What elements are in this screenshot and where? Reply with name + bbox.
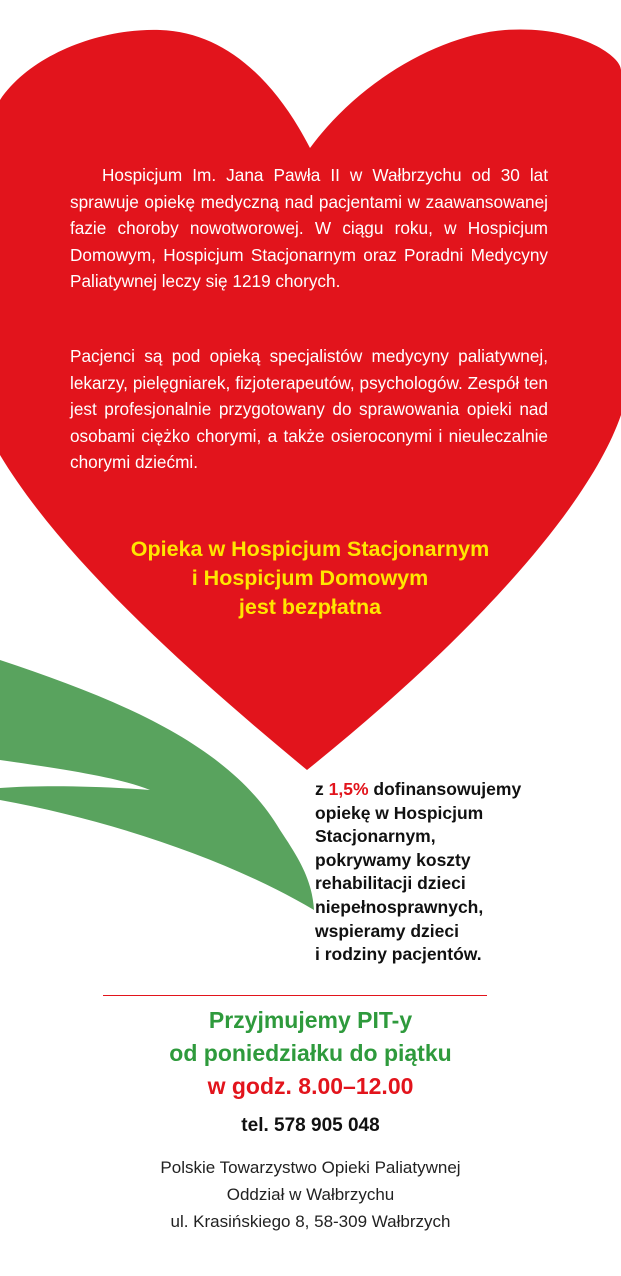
free-care-line-3: jest bezpłatna [238,595,382,619]
organization-address: ul. Krasińskiego 8, 58-309 Wałbrzych [170,1212,451,1231]
funding-prefix: z [315,779,329,799]
funding-line-6: niepełnosprawnych, [315,896,484,917]
pit-hours: w godz. 8.00–12.00 [207,1073,414,1099]
funding-percent: 1,5% [328,779,369,799]
funding-line-4: pokrywamy koszty [315,849,471,870]
funding-line-3: Stacjonarnym, [315,826,436,847]
heart-paragraph-staff: Pacjenci są pod opieką specjalistów medycyny paliatywnej, lekarzy, pielęgniarek, fizjoterapeutów, psychologów. Zespół ten jest profesjonalnie przygotowany do sprawowania opieki nad osobami ciężko chorymi, a także osieroconymi i nieuleczalnie chorymi dziećmi. [70,346,548,472]
pit-heading: Przyjmujemy PIT-y [208,1007,413,1033]
funding-line-5: rehabilitacji dzieci [315,873,466,894]
funding-line-8: i rodziny pacjentów. [315,944,482,965]
free-care-notice [40,535,580,622]
free-care-line-2: i Hospicjum Domowym [191,566,429,590]
funding-info [315,778,595,967]
heart-paragraph-intro: Hospicjum Im. Jana Pawła II w Wałbrzychu od 30 lat sprawuje opiekę medyczną nad pacjentami w zaawansowanej fazie choroby nowotworowej. W ciągu roku, w Hospicjum Domowym, Hospicjum Stacjonarnym oraz Poradni Medycyny Paliatywnej leczy się 1219 chorych. [70,165,548,291]
section-divider [103,995,487,996]
phone-number: tel. 578 905 048 [241,1115,380,1136]
organization-name: Polskie Towarzystwo Opieki Paliatywnej [160,1158,461,1177]
free-care-line-1: Opieka w Hospicjum Stacjonarnym [130,537,490,561]
funding-line-1-text: dofinansowujemy [368,779,522,799]
organization-branch: Oddział w Wałbrzychu [226,1185,395,1204]
funding-line-7: wspieramy dzieci [315,920,459,941]
funding-line-2: opiekę w Hospicjum [315,802,484,823]
funding-line-1 [315,778,595,802]
pit-days: od poniedziałku do piątku [169,1040,452,1066]
